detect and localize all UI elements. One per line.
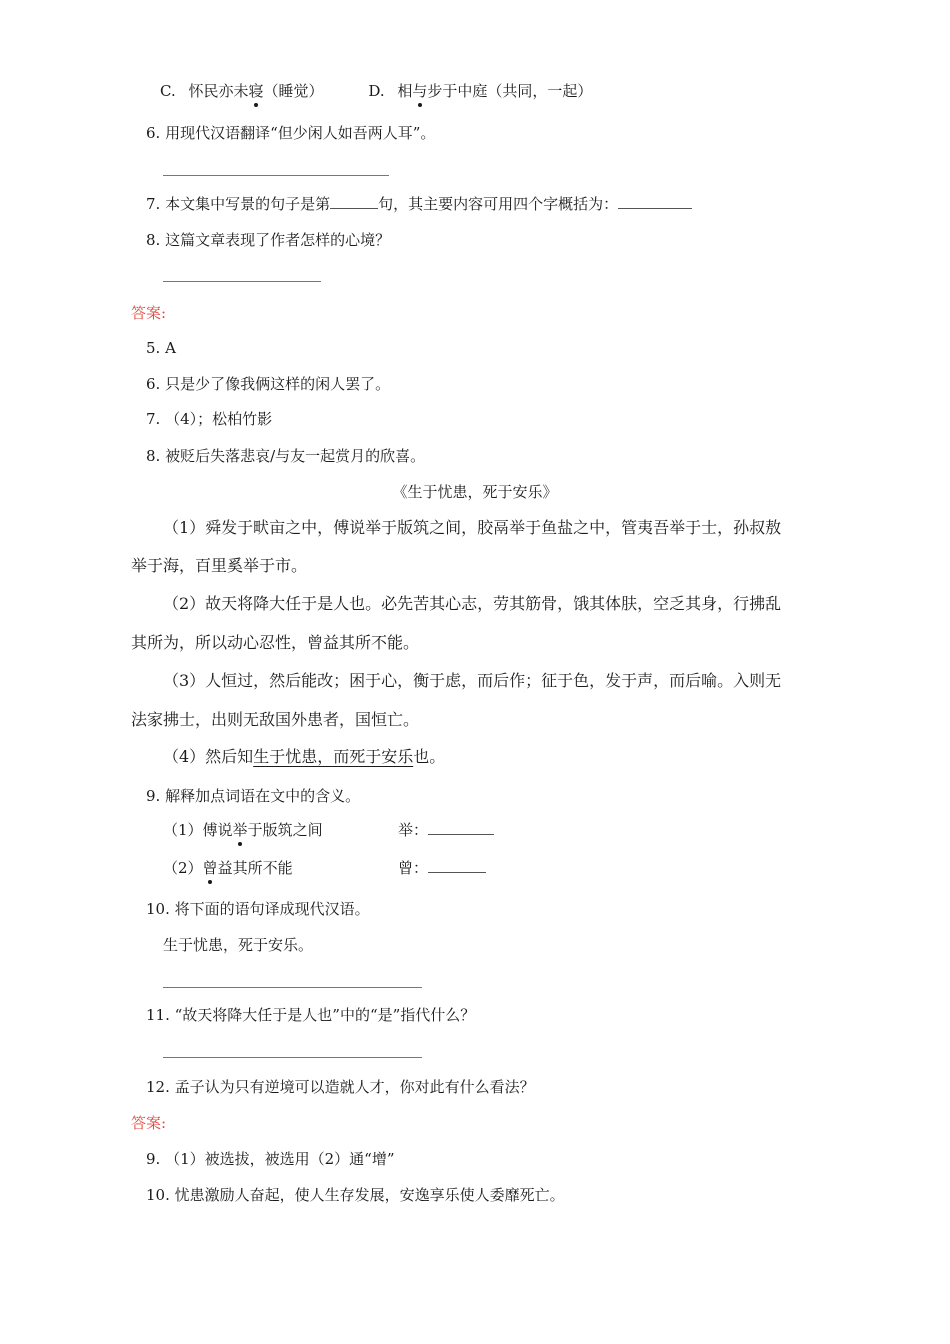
q5-options-line [160, 81, 592, 101]
passage-para-1-line-1: （1）舜发于畎亩之中，傅说举于版筑之间，胶鬲举于鱼盐之中，管夷吾举于士，孙叔敖 [163, 518, 782, 537]
answer-8: 8. 被贬后失落悲哀/与友一起赏月的欣喜。 [146, 447, 426, 465]
option-c-text-post: （睡觉） [263, 82, 324, 100]
para-4-underlined: 生于忧患，而死于安乐 [253, 747, 414, 766]
passage-para-1-line-2: 举于海，百里奚举于市。 [131, 556, 308, 575]
q9-1-answer [398, 820, 494, 840]
q7-text-b: 句，其主要内容可用四个字概括为： [378, 195, 619, 213]
passage-title: 《生于忧患，死于安乐》 [392, 483, 558, 501]
q7-blank-1[interactable] [330, 194, 378, 209]
q9-1-post: 于版筑之间 [247, 821, 323, 839]
q11-answer-line[interactable] [163, 1057, 422, 1058]
q9-2-dotted-char: 曾 [202, 859, 218, 877]
q9-item-2 [163, 858, 293, 878]
q6-answer-line[interactable] [163, 175, 389, 176]
q9-2-pre: （2） [163, 859, 203, 877]
q9-1-word: 举： [398, 821, 429, 839]
option-d-text-post: 步于中庭（共同，一起） [427, 82, 593, 100]
para-4-pre: （4）然后知 [163, 747, 254, 766]
question-7 [146, 194, 692, 214]
q9-2-blank[interactable] [428, 858, 486, 873]
answer-label-2: 答案: [131, 1114, 167, 1132]
q10-answer-line[interactable] [163, 987, 422, 988]
question-6: 6. 用现代汉语翻译“但少闲人如吾两人耳”。 [146, 124, 436, 142]
answer-label-1: 答案: [131, 304, 167, 322]
answer-6: 6. 只是少了像我俩这样的闲人罢了。 [146, 375, 391, 393]
q10-sentence: 生于忧患，死于安乐。 [163, 936, 314, 954]
q9-2-word: 曾： [398, 859, 429, 877]
question-11: 11. “故天将降大任于是人也”中的“是”指代什么？ [146, 1006, 476, 1024]
option-c-dotted-char: 寝 [248, 82, 264, 100]
q9-1-dotted-char: 举 [232, 821, 248, 839]
passage-para-3-line-2: 法家拂士，出则无敌国外患者，国恒亡。 [131, 710, 420, 729]
question-8: 8. 这篇文章表现了作者怎样的心境？ [146, 231, 391, 249]
option-d-dotted-char: 与 [412, 82, 428, 100]
option-d-label: D. [368, 82, 385, 100]
option-d-text-pre: 相 [397, 82, 413, 100]
passage-para-3-line-1: （3）人恒过，然后能改；困于心，衡于虑，而后作；征于色，发于声，而后喻。入则无 [163, 671, 782, 690]
q9-2-post: 益其所不能 [217, 859, 293, 877]
option-c-label: C. [160, 82, 176, 100]
passage-para-4 [163, 747, 445, 767]
answer-10: 10. 忧患激励人奋起，使人生存发展，安逸享乐使人委靡死亡。 [146, 1186, 565, 1204]
q7-text-a: 7. 本文集中写景的句子是第 [146, 195, 331, 213]
q9-1-blank[interactable] [428, 820, 494, 835]
q7-blank-2[interactable] [618, 194, 692, 209]
passage-para-2-line-1: （2）故天将降大任于是人也。必先苦其心志，劳其筋骨，饿其体肤，空乏其身，行拂乱 [163, 594, 782, 613]
q9-1-pre: （1）傅说 [163, 821, 233, 839]
q9-item-1 [163, 820, 323, 840]
option-c-text-pre: 怀民亦未 [188, 82, 249, 100]
q8-answer-line[interactable] [163, 281, 321, 282]
question-10: 10. 将下面的语句译成现代汉语。 [146, 900, 370, 918]
answer-9: 9. （1）被选拔，被选用（2）通“增” [146, 1150, 395, 1168]
question-9: 9. 解释加点词语在文中的含义。 [146, 787, 361, 805]
question-12: 12. 孟子认为只有逆境可以造就人才，你对此有什么看法？ [146, 1078, 535, 1096]
para-4-post: 也。 [413, 747, 446, 766]
answer-5: 5. A [146, 339, 176, 357]
answer-7: 7. （4）；松柏竹影 [146, 410, 273, 428]
passage-para-2-line-2: 其所为，所以动心忍性，曾益其所不能。 [131, 633, 420, 652]
q9-2-answer [398, 858, 486, 878]
